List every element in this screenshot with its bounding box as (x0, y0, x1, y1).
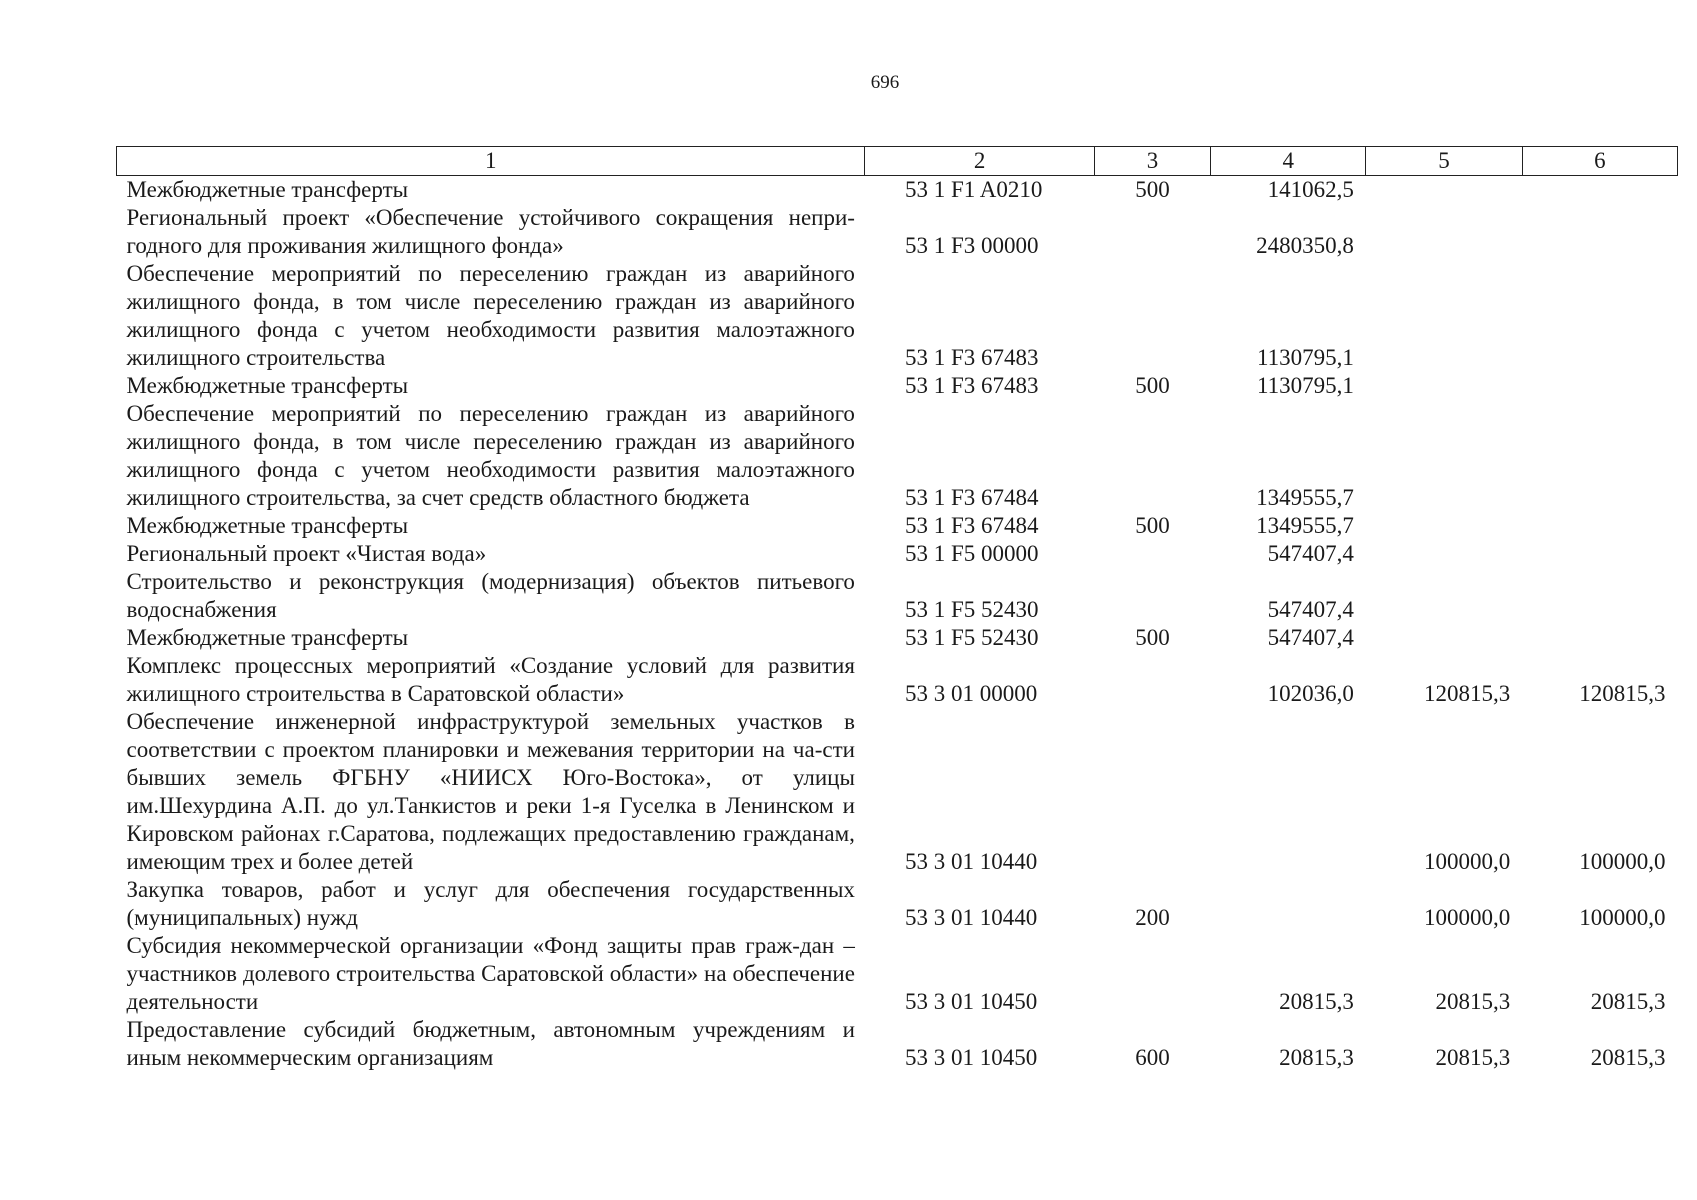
row-value-col4 (1211, 708, 1366, 876)
row-name: Межбюджетные трансферты (126, 513, 409, 538)
header-row (117, 147, 1678, 176)
row-expense-type (1094, 204, 1210, 260)
row-value-col5: 20815,3 (1435, 1045, 1511, 1070)
row-name: Межбюджетные трансферты (126, 373, 409, 398)
row-value-col6 (1522, 512, 1677, 540)
row-value-col6: 100000,0 (1579, 905, 1666, 930)
column-header-1: 1 (117, 147, 865, 176)
table-row (117, 932, 1678, 1016)
row-value-col6 (1522, 204, 1677, 260)
row-name: Обеспечение мероприятий по переселению граждан из аварийного жилищного фонда, в том числе переселению граждан из аварийного жилищного фонда с учетом необходимости развития малоэтажного жилищного строительства (126, 261, 855, 370)
row-value-col6 (1522, 176, 1677, 205)
row-name: Межбюджетные трансферты (126, 177, 409, 202)
row-value-col6: 20815,3 (1590, 989, 1666, 1014)
row-code: 53 1 F5 00000 (904, 541, 1039, 566)
column-header-3: 3 (1094, 147, 1210, 176)
row-code: 53 3 01 10440 (904, 849, 1038, 874)
row-expense-type (1094, 652, 1210, 708)
row-value-col4 (1211, 876, 1366, 932)
row-value-col5 (1366, 512, 1522, 540)
row-code: 53 1 F3 67483 (904, 345, 1039, 370)
table-row (117, 876, 1678, 932)
row-value-col6 (1522, 372, 1677, 400)
row-expense-type (1094, 260, 1210, 372)
row-code: 53 1 F1 A0210 (904, 177, 1043, 202)
table-row (117, 204, 1678, 260)
table-row (117, 568, 1678, 624)
table-row (117, 624, 1678, 652)
row-code: 53 1 F3 67484 (904, 485, 1039, 510)
table-row (117, 540, 1678, 568)
row-value-col4: 1130795,1 (1256, 373, 1354, 398)
row-value-col6: 120815,3 (1579, 681, 1666, 706)
row-value-col5 (1366, 204, 1522, 260)
column-header-2: 2 (865, 147, 1094, 176)
row-value-col5 (1366, 540, 1522, 568)
row-expense-type (1094, 540, 1210, 568)
table-row (117, 176, 1678, 205)
row-value-col5 (1366, 260, 1522, 372)
row-code: 53 1 F3 67483 (904, 373, 1039, 398)
row-code: 53 1 F5 52430 (904, 597, 1039, 622)
table-row (117, 708, 1678, 876)
row-name: Строительство и реконструкция (модернизация) объектов питьевого водоснабжения (126, 569, 855, 622)
row-value-col4: 547407,4 (1267, 625, 1354, 650)
table-row (117, 260, 1678, 372)
table-header (117, 147, 1678, 176)
row-code: 53 3 01 10450 (904, 989, 1038, 1014)
row-value-col5 (1366, 568, 1522, 624)
row-value-col5 (1366, 624, 1522, 652)
row-code: 53 3 01 00000 (904, 681, 1038, 706)
row-value-col6 (1522, 624, 1677, 652)
row-value-col4: 547407,4 (1267, 597, 1354, 622)
row-value-col5 (1366, 372, 1522, 400)
row-expense-type (1094, 708, 1210, 876)
table-row (117, 652, 1678, 708)
row-value-col4: 547407,4 (1267, 541, 1354, 566)
row-value-col4: 1130795,1 (1256, 345, 1354, 370)
table-row (117, 512, 1678, 540)
row-expense-type: 600 (1135, 1045, 1170, 1070)
row-value-col4: 1349555,7 (1256, 485, 1354, 510)
column-header-5: 5 (1366, 147, 1522, 176)
row-expense-type: 200 (1135, 905, 1170, 930)
row-code: 53 1 F5 52430 (904, 625, 1039, 650)
column-header-6: 6 (1522, 147, 1677, 176)
row-value-col6: 100000,0 (1579, 849, 1666, 874)
row-name: Региональный проект «Чистая вода» (126, 541, 487, 566)
row-value-col4: 141062,5 (1267, 177, 1354, 202)
row-expense-type (1094, 932, 1210, 1016)
row-expense-type (1094, 568, 1210, 624)
row-value-col6 (1522, 540, 1677, 568)
row-name: Обеспечение мероприятий по переселению граждан из аварийного жилищного фонда, в том числе переселению граждан из аварийного жилищного фонда с учетом необходимости развития малоэтажного жилищного строительства, за счет средств областного бюджета (126, 401, 855, 510)
row-value-col4: 20815,3 (1279, 1045, 1354, 1070)
row-code: 53 1 F3 00000 (904, 233, 1039, 258)
budget-table (116, 146, 1678, 1072)
table-row (117, 1016, 1678, 1072)
row-value-col6: 20815,3 (1590, 1045, 1666, 1070)
row-code: 53 3 01 10440 (904, 905, 1038, 930)
row-expense-type: 500 (1135, 177, 1170, 202)
row-value-col5 (1366, 176, 1522, 205)
row-name: Субсидия некоммерческой организации «Фонд защиты прав граж-дан – участников долевого строительства Саратовской области» на обеспечение деятельности (126, 933, 855, 1014)
row-value-col4: 102036,0 (1267, 681, 1354, 706)
row-value-col4: 2480350,8 (1256, 233, 1354, 258)
row-name: Региональный проект «Обеспечение устойчивого сокращения непри-годного для проживания жилищного фонда» (126, 205, 855, 258)
row-expense-type: 500 (1135, 373, 1170, 398)
row-value-col5: 100000,0 (1423, 905, 1511, 930)
column-header-4: 4 (1211, 147, 1366, 176)
row-value-col4: 1349555,7 (1256, 513, 1354, 538)
page-number: 696 (870, 72, 900, 93)
row-code: 53 3 01 10450 (904, 1045, 1038, 1070)
table-row (117, 400, 1678, 512)
row-name: Закупка товаров, работ и услуг для обеспечения государственных (муниципальных) нужд (126, 877, 855, 930)
row-name: Обеспечение инженерной инфраструктурой земельных участков в соответствии с проектом планировки и межевания территории на ча-сти бывших земель ФГБНУ «НИИСХ Юго-Востока», от улицы им.Шехурдина А.П. до ул.Танкистов и реки 1-я Гуселка в Ленинском и Кировском районах г.Саратова, подлежащих предоставлению гражданам, имеющим трех и более детей (126, 709, 855, 874)
table-row (117, 372, 1678, 400)
row-value-col5 (1366, 400, 1522, 512)
row-value-col6 (1522, 260, 1677, 372)
row-value-col6 (1522, 568, 1677, 624)
row-value-col5: 120815,3 (1423, 681, 1511, 706)
row-name: Межбюджетные трансферты (126, 625, 409, 650)
row-name: Предоставление субсидий бюджетным, автономным учреждениям и иным некоммерческим организациям (126, 1017, 855, 1070)
table-body (117, 176, 1678, 1073)
row-expense-type (1094, 400, 1210, 512)
row-value-col6 (1522, 400, 1677, 512)
row-code: 53 1 F3 67484 (904, 513, 1039, 538)
row-expense-type: 500 (1135, 513, 1170, 538)
row-name: Комплекс процессных мероприятий «Создание условий для развития жилищного строительства в Саратовской области» (126, 653, 855, 706)
row-value-col5: 100000,0 (1423, 849, 1511, 874)
row-value-col4: 20815,3 (1279, 989, 1354, 1014)
row-value-col5: 20815,3 (1435, 989, 1511, 1014)
row-expense-type: 500 (1135, 625, 1170, 650)
